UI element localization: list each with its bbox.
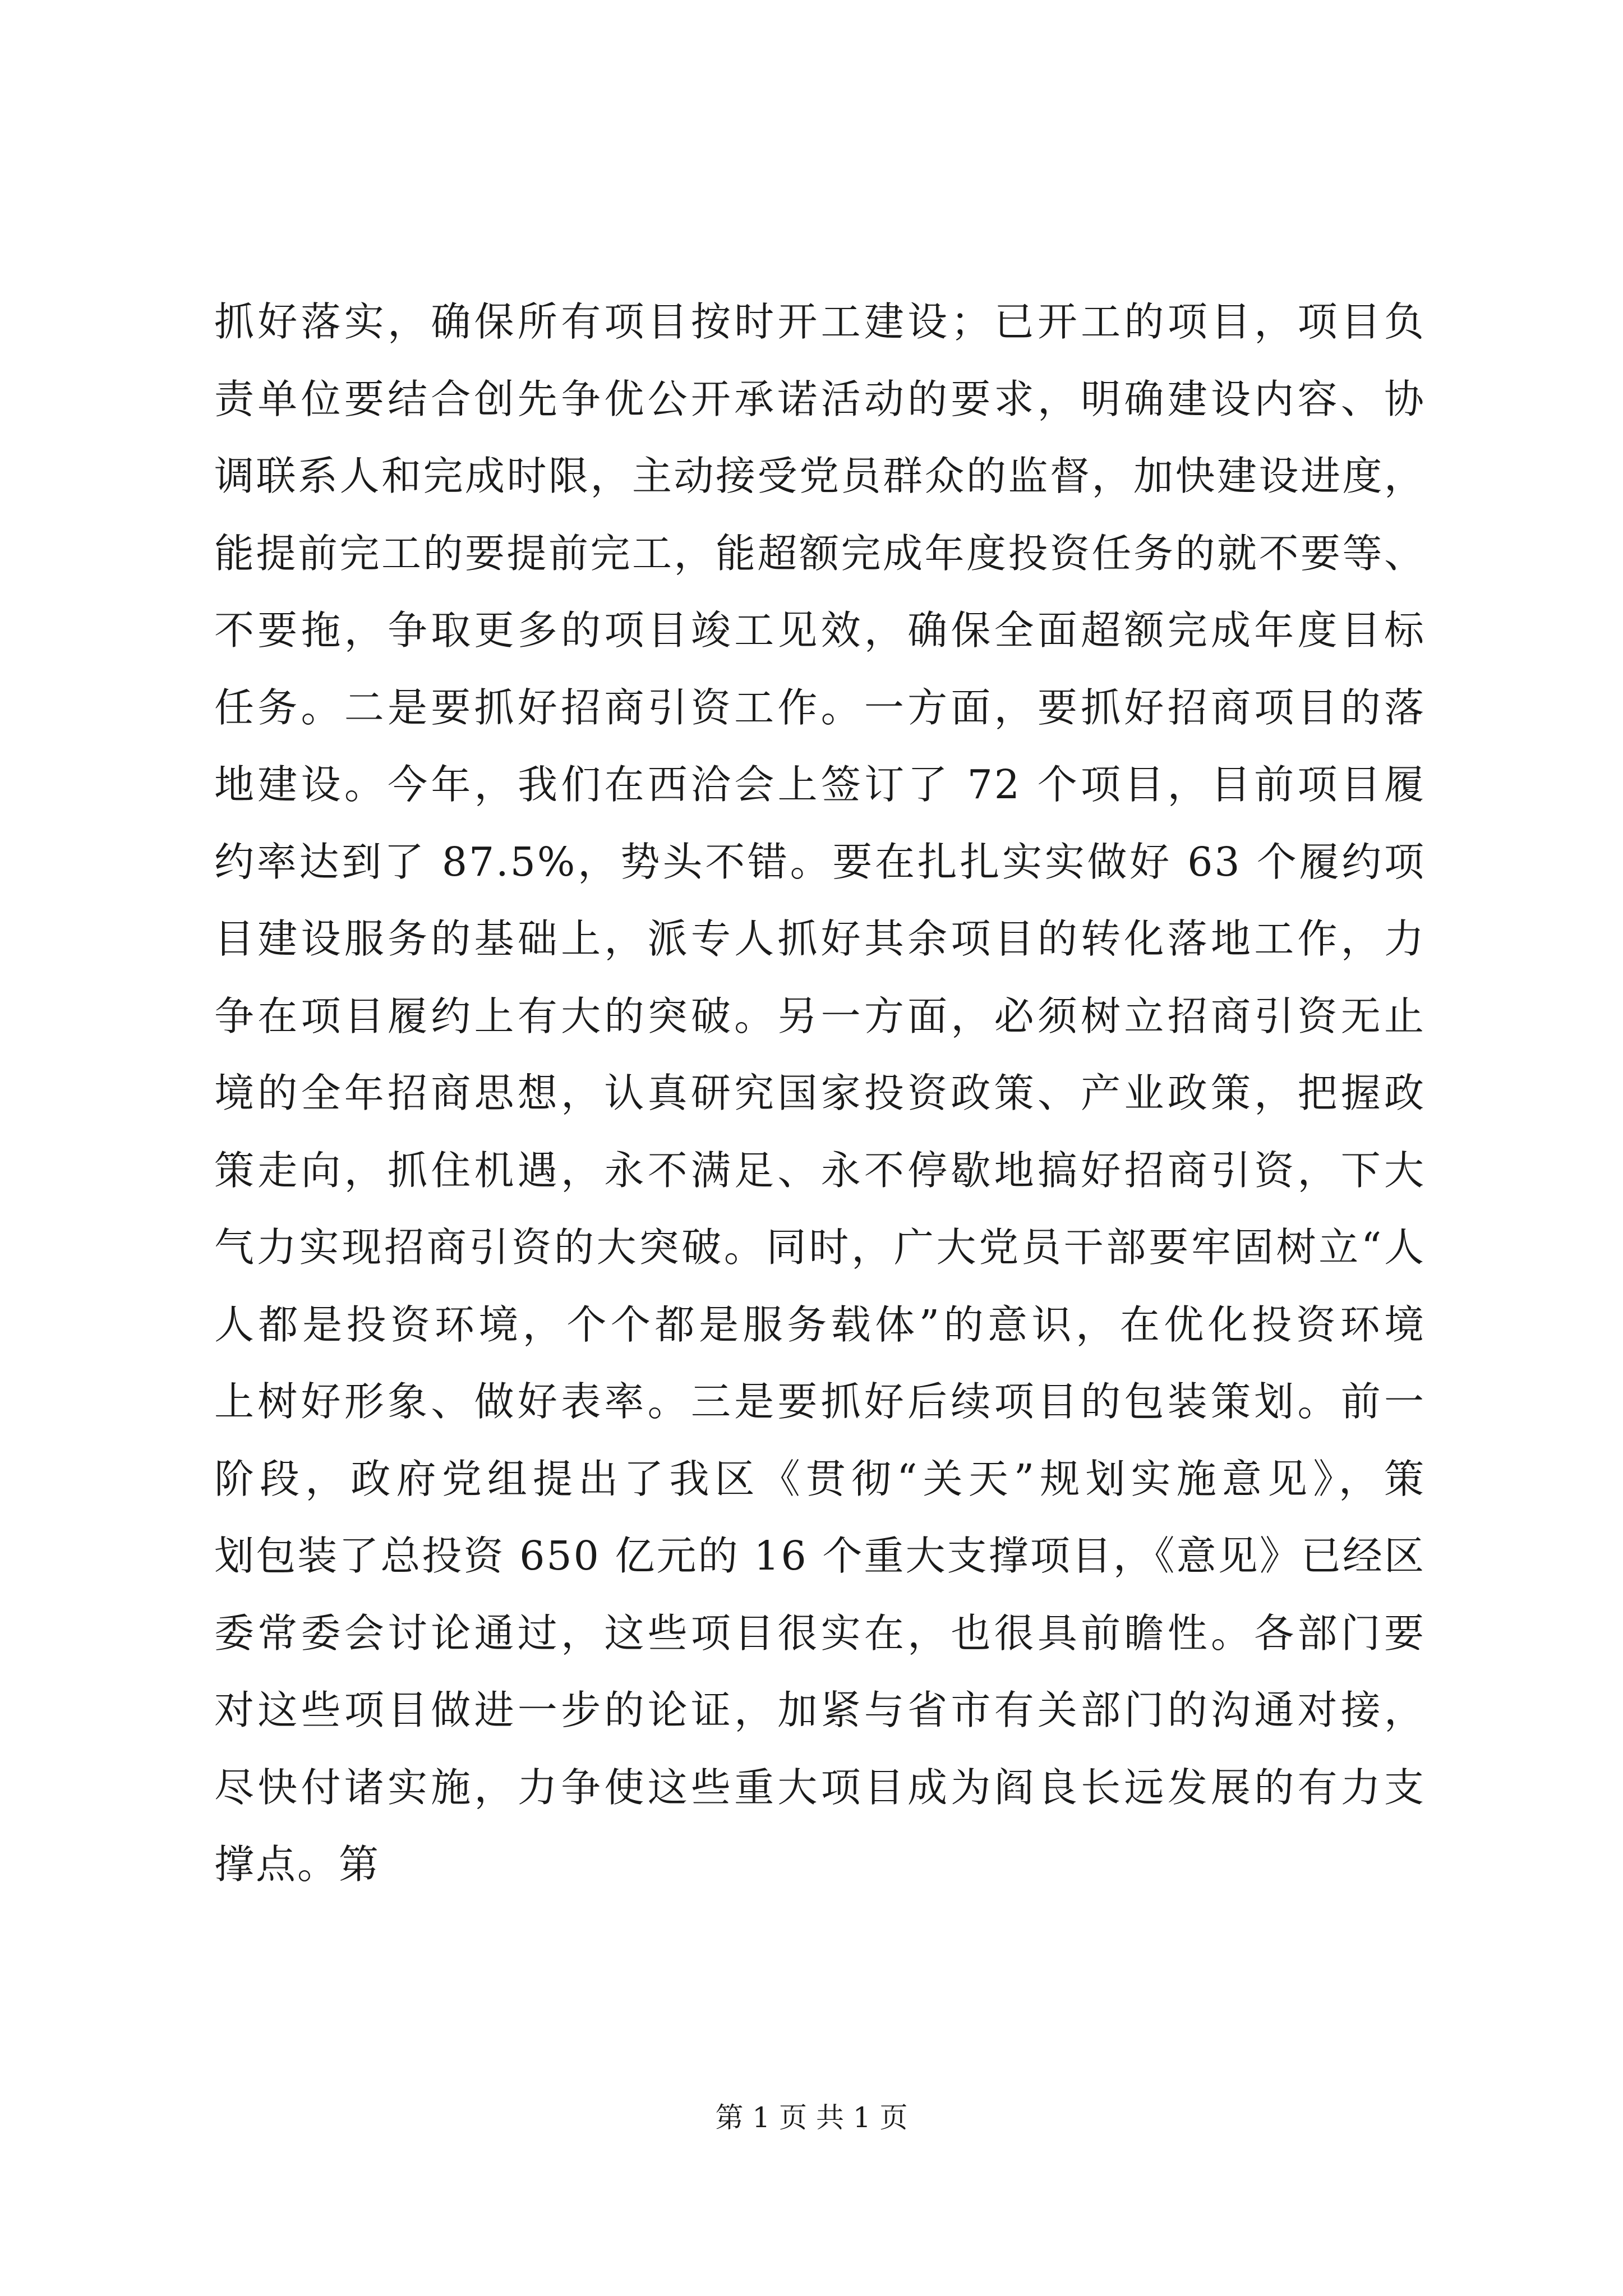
text-line: 策走向，抓住机遇，永不满足、永不停歇地搞好招商引资，下大 (214, 1147, 1426, 1194)
text-line: 不要拖，争取更多的项目竣工见效，确保全面超额完成年度目标 (214, 607, 1426, 654)
text-line: 阶段，政府党组提出了我区《贯彻“关天”规划实施意见》，策 (214, 1455, 1426, 1502)
page-footer (0, 2098, 1623, 2137)
text-line: 能提前完工的要提前完工，能超额完成年度投资任务的就不要等、 (214, 530, 1426, 577)
text-line: 责单位要结合创先争优公开承诺活动的要求，明确建设内容、协 (214, 375, 1426, 422)
text-line: 目建设服务的基础上，派专人抓好其余项目的转化落地工作，力 (214, 915, 1426, 962)
text-line: 争在项目履约上有大的突破。另一方面，必须树立招商引资无止 (214, 992, 1426, 1039)
text-line: 任务。二是要抓好招商引资工作。一方面，要抓好招商项目的落 (214, 684, 1426, 731)
text-line: 撑点。第 (214, 1841, 381, 1888)
text-line: 气力实现招商引资的大突破。同时，广大党员干部要牢固树立“人 (214, 1224, 1426, 1271)
text-line: 约率达到了 87.5%，势头不错。要在扎扎实实做好 63 个履约项 (214, 838, 1426, 885)
text-line: 上树好形象、做好表率。三是要抓好后续项目的包装策划。前一 (214, 1378, 1426, 1425)
body-paragraph (214, 283, 1426, 1903)
page-number-label: 第 1 页 共 1 页 (715, 2101, 908, 2134)
text-line: 调联系人和完成时限，主动接受党员群众的监督，加快建设进度， (214, 453, 1426, 499)
text-line: 尽快付诸实施，力争使这些重大项目成为阎良长远发展的有力支 (214, 1764, 1426, 1811)
text-line: 境的全年招商思想，认真研究国家投资政策、产业政策，把握政 (214, 1070, 1426, 1116)
text-line: 人都是投资环境，个个都是服务载体”的意识，在优化投资环境 (214, 1301, 1426, 1348)
text-line: 抓好落实，确保所有项目按时开工建设；已开工的项目，项目负 (214, 298, 1426, 345)
text-line: 划包装了总投资 650 亿元的 16 个重大支撑项目，《意见》已经区 (214, 1533, 1426, 1579)
text-line: 对这些项目做进一步的论证，加紧与省市有关部门的沟通对接， (214, 1687, 1426, 1733)
text-line: 委常委会讨论通过，这些项目很实在，也很具前瞻性。各部门要 (214, 1609, 1426, 1657)
text-line: 地建设。今年，我们在西洽会上签订了 72 个项目，目前项目履 (214, 761, 1426, 808)
